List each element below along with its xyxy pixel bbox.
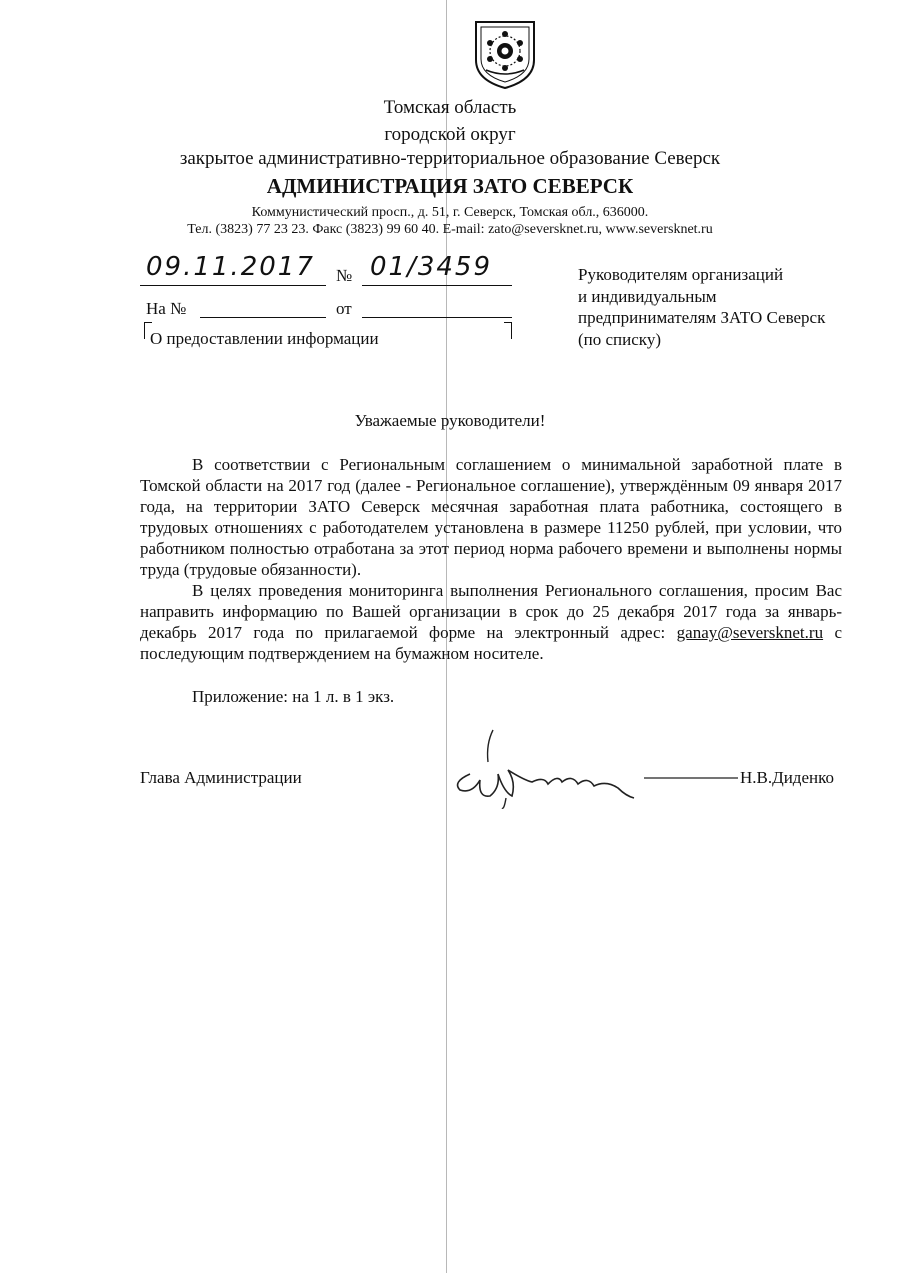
- addressee-line-3: предпринимателям ЗАТО Северск: [578, 308, 826, 327]
- paragraph-2-end: с последующим подтверждением на бумажном носителе.: [140, 623, 843, 663]
- header-address: Коммунистический просп., д. 51, г. Северск, Томская обл., 636000.: [251, 205, 649, 220]
- paragraph-2-text: В целях проведения мониторинга выполнения Регионального соглашения, просим Вас направить информацию по Вашей организации в срок до 25 декабря 2017 года за январь-декабрь 2017 года по прилагаемой форме на электронный адрес:: [140, 581, 842, 642]
- handwritten-signature: [448, 722, 748, 842]
- salutation: Уважаемые руководители!: [354, 411, 546, 430]
- header-contacts: Тел. (3823) 77 23 23. Факс (3823) 99 60 40. E-mail: zato@seversknet.ru, www.seversknet.ru: [187, 222, 713, 237]
- paragraph-2: [140, 580, 842, 664]
- addressee-line-4: (по списку): [578, 330, 661, 349]
- signatory-position: Глава Администрации: [140, 768, 302, 787]
- letter-subject: О предоставлении информации: [150, 329, 379, 348]
- paragraph-1: В соответствии с Региональным соглашением о минимальной заработной плате в Томской области на 2017 год (далее - Региональное соглашение), утверждённым 09 января 2017 года, на территории ЗАТО Северск месячная заработная плата работника, состоящего в трудовых отношениях с работодателем установлена в размере 11250 рублей, при условии, что работником полностью отработана за этот период норма рабочего времени и выполнены нормы труда (трудовые обязанности).: [140, 455, 842, 579]
- header-district: городской округ: [384, 124, 516, 145]
- signatory-name: Н.В.Диденко: [740, 768, 834, 787]
- coat-of-arms-emblem: [472, 18, 538, 90]
- registration-date: 09.11.2017: [146, 252, 315, 282]
- addressee-line-2: и индивидуальным: [578, 287, 717, 306]
- attachment-note: Приложение: на 1 л. в 1 экз.: [192, 687, 395, 706]
- header-organization: АДМИНИСТРАЦИЯ ЗАТО СЕВЕРСК: [266, 174, 634, 198]
- number-label: №: [336, 266, 353, 285]
- from-label: от: [336, 299, 352, 318]
- header-entity: закрытое административно-территориальное образование Северск: [179, 148, 721, 169]
- addressee-line-1: Руководителям организаций: [578, 265, 784, 284]
- registration-number: 01/3459: [370, 252, 493, 282]
- email-link[interactable]: ganay@seversknet.ru: [676, 623, 824, 642]
- reply-to-label: На №: [146, 299, 187, 318]
- header-region: Томская область: [383, 97, 517, 118]
